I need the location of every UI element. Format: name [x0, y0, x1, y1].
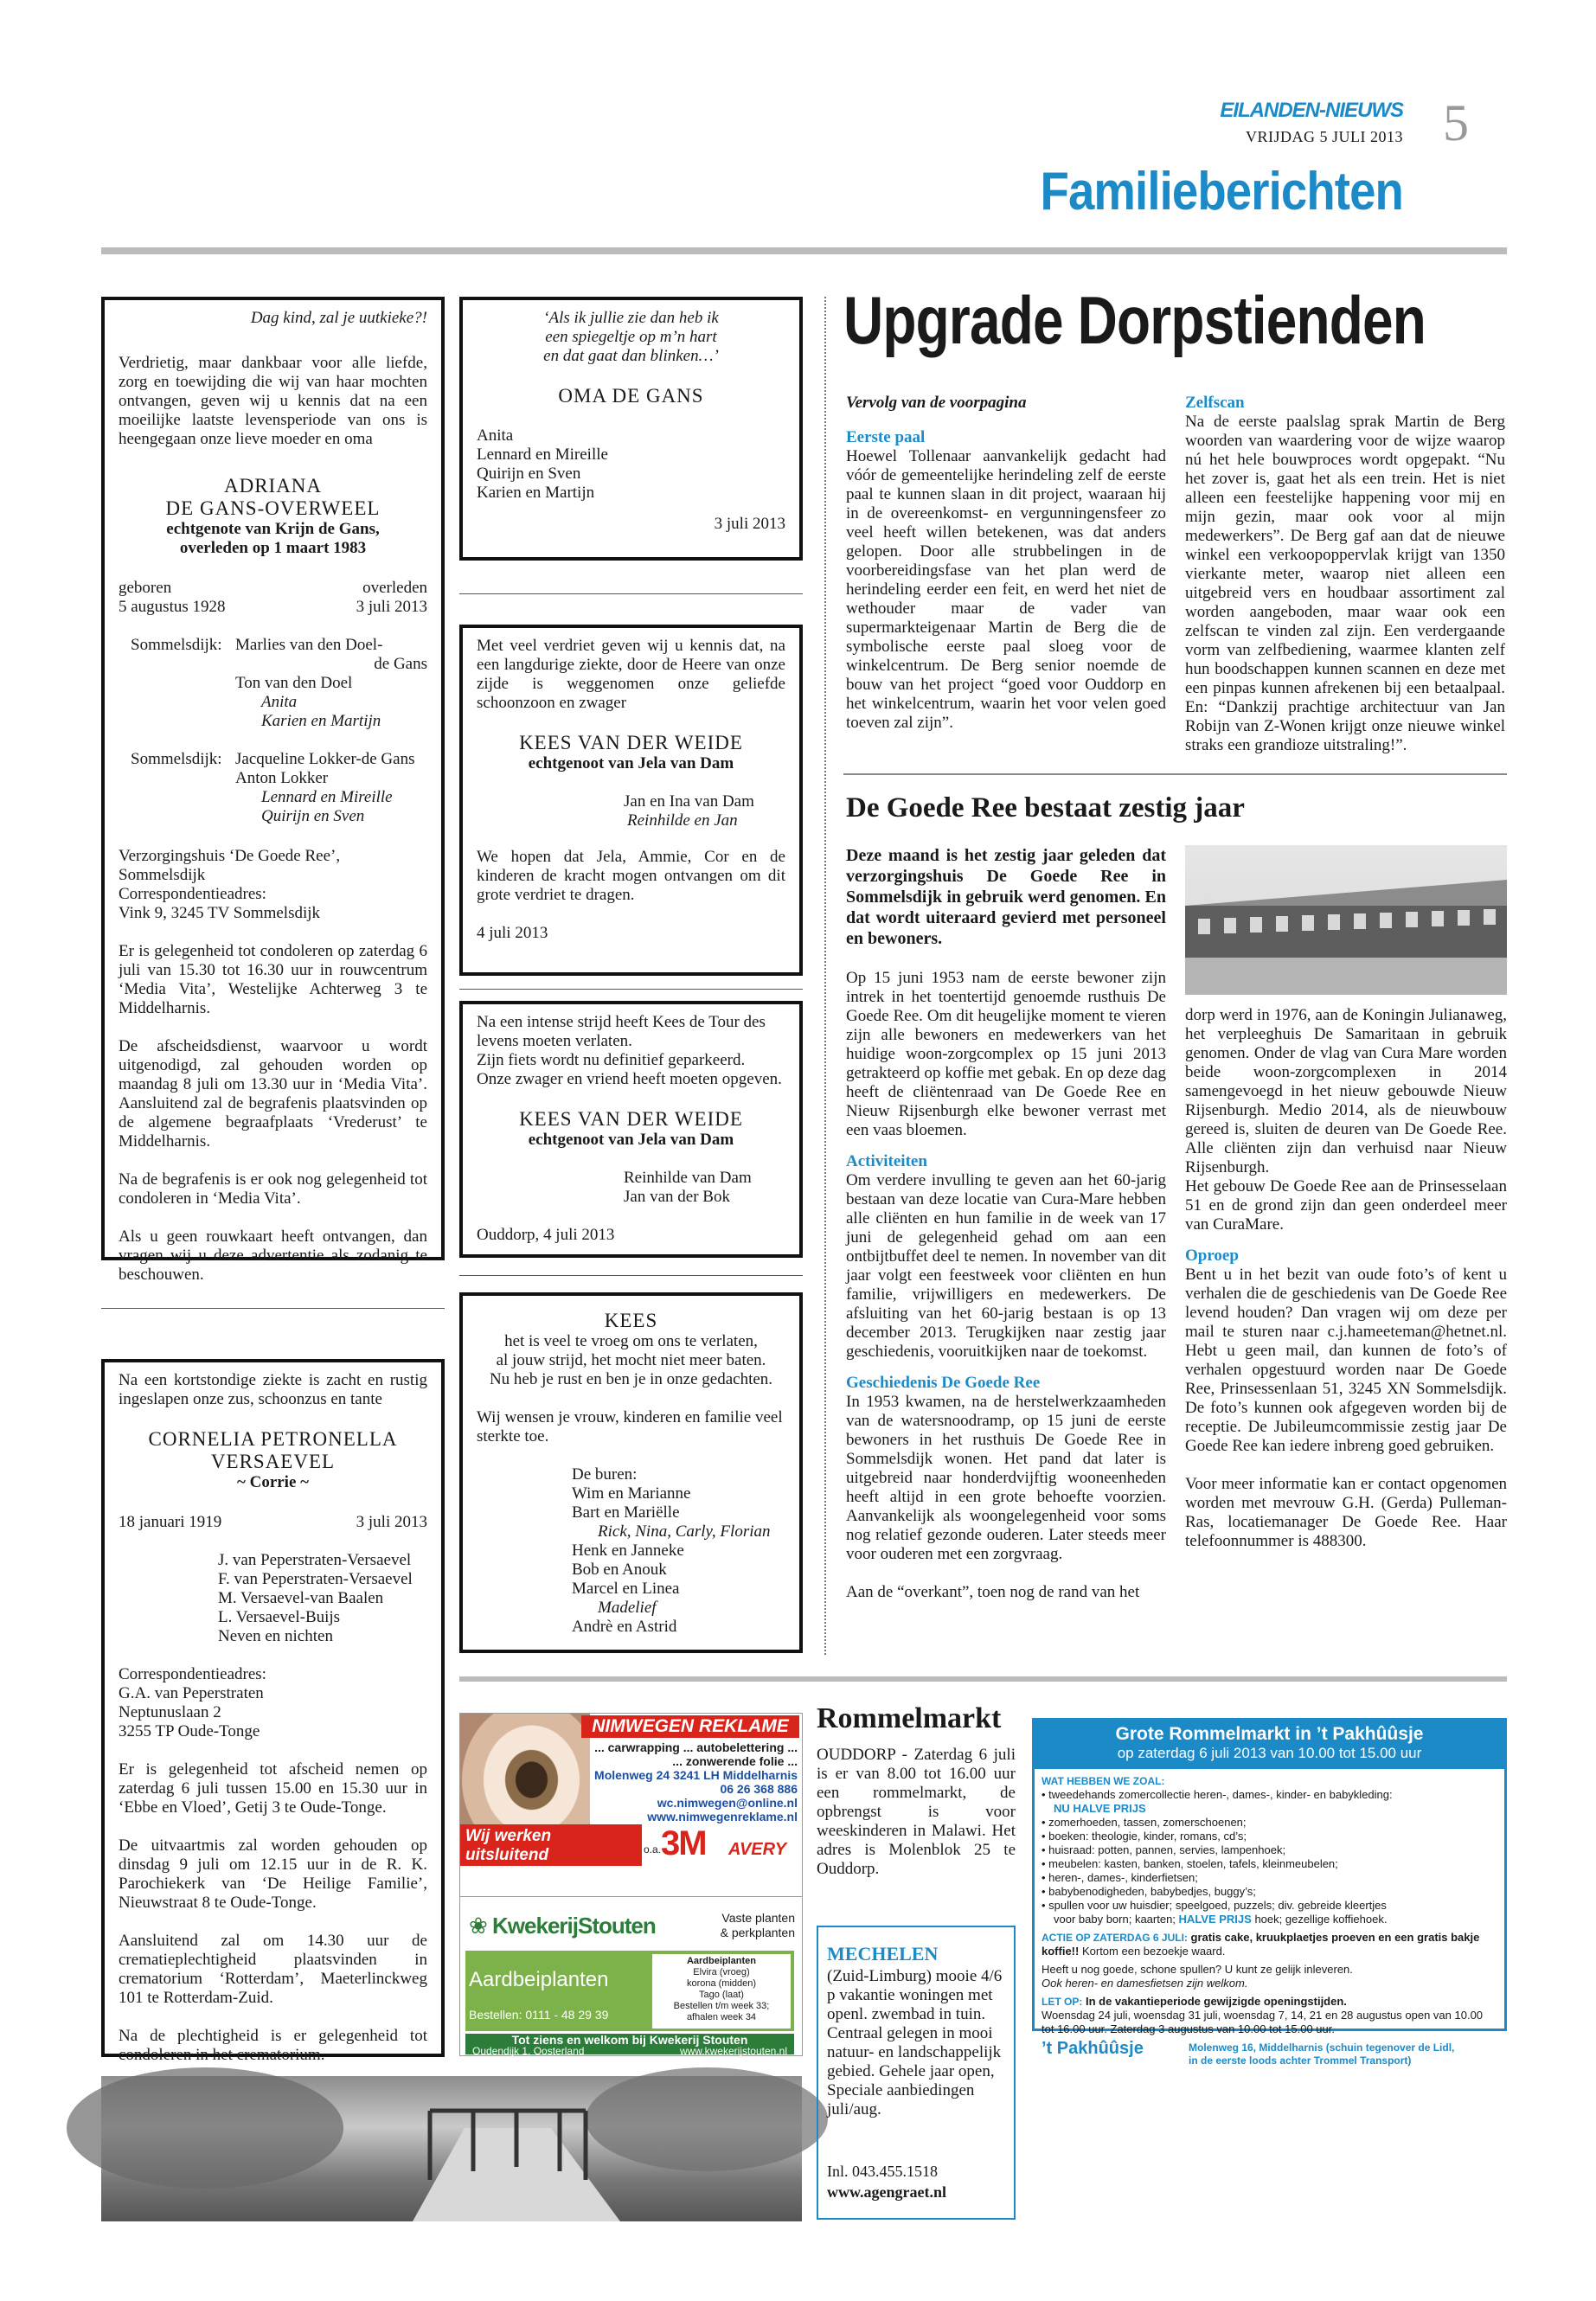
list-item: • meubelen: kasten, banken, stoelen, tafels, kleinmeubelen;	[1042, 1857, 1338, 1870]
obituary-kees-3	[459, 1292, 803, 1653]
paragraph: Wij wensen je vrouw, kinderen en familie veel sterkte toe.	[477, 1408, 783, 1445]
ads-rule	[459, 1676, 1507, 1682]
article-goede-col1	[846, 969, 1166, 1602]
date: 3 juli 2013	[714, 515, 785, 533]
subheading: Eerste paal	[846, 428, 926, 446]
article-text: Om verdere invulling te geven aan het 60-jarig bestaan van deze locatie van Cura-Mare hebben alle cliënten en hun familie in de week van 17 juni de gelegenheid gehad om aan een ontbijtbuffet deel te nemen. In november van dit jaar volgt een feestweek voor cliënten en hun familie, vrijwilligers en medewerkers. De afsluiting van het 60-jarig bestaan is op 13 december 2013. Terugkijken naar zestig jaar geschiedenis, vooruitkijken naar de toekomst.	[846, 1171, 1166, 1361]
ad-text: (Zuid-Limburg) mooie 4/6 p vakantie woningen met openl. zwembad in tuin. Centraal gelegen in mooi natuur- en landschappelijk gebied. Gehele jaar open, Speciale aanbiedingen juli/aug.	[827, 1967, 1003, 2118]
ad-slogan: met topmerken !	[490, 1865, 618, 1883]
paragraph: Als u geen rouwkaart heeft ontvangen, dan vragen wij u deze advertentie als zodanig te beschouwen.	[119, 1227, 427, 1284]
action-label: ACTIE OP ZATERDAG 6 JULI:	[1042, 1932, 1188, 1944]
address-line: Correspondentieadres:	[119, 885, 266, 903]
list-item: voor baby born; kaarten; HALVE PRIJS hoek; gezellige koffiehoek.	[1054, 1913, 1388, 1926]
article-text: Aan de “overkant”, toen nog de rand van het	[846, 1583, 1140, 1601]
family-member: Ton van den Doel	[235, 674, 353, 692]
neighbour: Rick, Nina, Carly, Florian	[598, 1522, 771, 1541]
ad-nimwegen	[459, 1713, 803, 1907]
ad-phone: Bestellen: 0111 - 48 29 39	[469, 2008, 609, 2022]
address-line: Neptunuslaan 2	[119, 1703, 221, 1721]
neighbour: Bart en Mariëlle	[572, 1503, 680, 1522]
list-item: • spullen voor uw huisdier; speelgoed, puzzels; div. gebreide kleertjes	[1042, 1899, 1387, 1912]
family-member: Quirijn en Sven	[477, 465, 581, 483]
text-line: Zijn fiets wordt nu definitief geparkeerd.	[477, 1051, 746, 1069]
list-item: • zomerhoeden, tassen, zomerschoenen;	[1042, 1816, 1247, 1829]
notice-label: LET OP:	[1042, 1996, 1083, 2008]
spouse-died: overleden op 1 maart 1983	[179, 539, 367, 557]
ad-line: Aardbeiplanten	[686, 1956, 757, 1966]
address-line: Verzorgingshuis ‘De Goede Ree’, Sommelsdijk	[119, 847, 341, 884]
text-line: het is veel te vroeg om ons te verlaten,	[504, 1332, 758, 1350]
obituary-kees-2	[459, 1001, 803, 1258]
header-rule	[101, 247, 1507, 254]
article-text: Het gebouw De Goede Ree aan de Prinsesselaan 51 en de grond zijn dan geen onderdeel meer van CuraMare.	[1185, 1177, 1507, 1234]
ad-phone: Inl. 043.455.1518	[827, 2163, 938, 2180]
ad-line: ... carwrapping ... autobelettering ...	[594, 1740, 798, 1754]
family-member: Marlies van den Doel-	[235, 636, 383, 654]
deceased-name: OMA DE GANS	[558, 385, 704, 407]
ad-address: in de eerste loods achter Trommel Transport)	[1189, 2054, 1412, 2067]
ad-line: wc.nimwegen@online.nl	[657, 1796, 798, 1810]
died-date: 3 juli 2013	[356, 1513, 427, 1531]
paragraph: Er is gelegenheid tot afscheid nemen op zaterdag 6 juli tussen 15.00 en 15.30 uur in ‘Ebbe en Vloed’, Getij 3 te Oude-Tonge.	[119, 1760, 427, 1817]
ad-text: Heeft u nog goede, schone spullen? U kunt ze gelijk inleveren.	[1042, 1963, 1353, 1976]
quote-line: ‘Als ik jullie zie dan heb ik	[543, 309, 719, 327]
family-member: Anita	[477, 426, 514, 445]
intro-text: Na een kortstondige ziekte is zacht en rustig ingeslapen onze zus, schoonzus en tante	[119, 1371, 427, 1408]
born-date: 5 augustus 1928	[119, 598, 226, 616]
ad-text: o.a.	[644, 1843, 662, 1856]
deceased-name: KEES VAN DER WEIDE	[519, 1108, 743, 1130]
family-member: Anita	[261, 693, 298, 711]
notice-text: In de vakantieperiode gewijzigde openingstijden.	[1085, 1995, 1347, 2008]
neighbours-heading: De buren:	[572, 1465, 638, 1484]
article-text: Hoewel Tollenaar aanvankelijk gedacht had vóór de gemeentelijke herindeling zelf de eerste paal te kunnen slaan in dit project, waaraan hij in de overeenkomst- en vergunningensfeer zo veel heeft willen betekenen, was dat anders gelopen. Door alle strubbelingen in de voorbereidingsfase van het plan werd de herindeling eerder een feit, en werd het niet de wethouder maar de vader van supermarkteigenaar Martin de Berg die de symbolische eerste paal sloeg voor de winkelcentrum. De Berg senior noemde de bouw van het project “goed voor Ouddorp en het winkelcentrum, waarin het voor velen goed toeven zal zijn”.	[846, 447, 1166, 732]
section-title: Familieberichten	[1040, 162, 1403, 221]
divider	[459, 1275, 803, 1276]
ad-address: Molenweg 16, Middelharnis (schuin tegenover de Lidl,	[1189, 2041, 1455, 2054]
masthead-logo: EILANDEN-NIEUWS	[1220, 99, 1403, 122]
page-number: 5	[1443, 94, 1469, 151]
subheading: Activiteiten	[846, 1152, 927, 1170]
family-member: Jacqueline Lokker-de Gans	[235, 750, 415, 768]
died-label: overleden	[362, 579, 427, 597]
spouse-line: echtgenoot van Jela van Dam	[528, 754, 734, 772]
quote-line: een spiegeltje op m’n hart	[545, 328, 717, 346]
list-item: • heren-, dames-, kinderfietsen;	[1042, 1871, 1198, 1884]
ad-text: Ook heren- en damesfietsen zijn welkom.	[1042, 1977, 1248, 1990]
born-date: 18 januari 1919	[119, 1513, 222, 1531]
nickname: ~ Corrie ~	[236, 1473, 310, 1491]
family-member: Anton Lokker	[235, 769, 329, 787]
ad-line: Molenweg 24 3241 LH Middelharnis	[594, 1768, 798, 1782]
leaf-icon: ❀	[469, 1913, 487, 1939]
ad-heading: Aardbeiplanten	[469, 1968, 609, 1991]
paragraph: De uitvaartmis zal worden gehouden op dinsdag 9 juli om 12.15 uur in de R. K. Parochiekerk van ‘De Heilige Familie’, Nieuwstraat 8 te Oude-Tonge.	[119, 1836, 427, 1912]
quote-line: en dat gaat dan blinken…’	[543, 347, 719, 365]
obituary-kees-1	[459, 625, 803, 976]
ad-line: & perkplanten	[720, 1926, 795, 1939]
neighbour: Henk en Janneke	[572, 1541, 684, 1560]
deceased-surname: VERSAEVEL	[210, 1451, 336, 1472]
family-member: Karien en Martijn	[261, 712, 381, 730]
ad-subheading: op zaterdag 6 juli 2013 van 10.00 tot 15.00 uur	[1117, 1745, 1422, 1761]
family-member: Karien en Martijn	[477, 484, 595, 502]
divider	[459, 593, 803, 594]
family-member: Quirijn en Sven	[261, 807, 365, 825]
family-member: Neven en nichten	[218, 1627, 333, 1645]
ad-line: korona (midden)	[686, 1978, 757, 1989]
divider	[101, 1308, 445, 1309]
date: 4 juli 2013	[477, 924, 548, 942]
family-member: Lennard en Mireille	[261, 788, 393, 806]
bridge-photo	[101, 2076, 802, 2221]
subheading: Oproep	[1185, 1247, 1239, 1265]
article-upgrade-col2	[1185, 394, 1505, 755]
neighbour: Wim en Marianne	[572, 1484, 691, 1503]
born-label: geboren	[119, 579, 172, 597]
neighbour: Andrè en Astrid	[572, 1618, 677, 1636]
list-item: • boeken: theologie, kinder, romans, cd’s;	[1042, 1830, 1247, 1843]
text-line: Na een intense strijd heeft Kees de Tour des levens moeten verlaten.	[477, 1013, 766, 1050]
article-title-upgrade: Upgrade Dorpstienden	[843, 282, 1426, 358]
rommelmarkt-text: OUDDORP - Zaterdag 6 juli is er van 8.00 tot 16.00 uur een rommelmarkt, de opbrengst is voor weeskinderen in Malawi. Het adres is Molenblok 25 te Ouddorp.	[817, 1746, 1016, 1878]
deceased-name: CORNELIA PETRONELLA	[148, 1428, 398, 1450]
intro-text: Verdrietig, maar dankbaar voor alle liefde, zorg en toewijding die wij van haar mochten ontvangen, geven wij u kennis dat na een moeilijke laatste levensperiode van ons is heengegaan onze lieve moeder en oma	[119, 354, 427, 448]
divider	[459, 989, 803, 990]
paragraph: We hopen dat Jela, Ammie, Cor en de kinderen de kracht mogen ontvangen om dit grote verdriet te dragen.	[477, 848, 785, 904]
family-member: L. Versaevel-Buijs	[218, 1608, 341, 1626]
article-goede-lead: Deze maand is het zestig jaar geleden dat verzorgingshuis De Goede Ree in Sommelsdijk in gebruik werd genomen. En dat wordt uiteraard gevierd met personeel en bewoners.	[846, 846, 1166, 948]
article-upgrade-col1	[846, 394, 1166, 733]
died-date: 3 juli 2013	[356, 598, 427, 616]
paragraph: Aansluitend zal om 14.30 uur de crematieplechtigheid plaatsvinden in crematorium ‘Rotterdam’, Maeterlinckweg 101 te Rotterdam-Zuid.	[119, 1932, 427, 2007]
article-text: In 1953 kwamen, na de herstelwerkzaamheden van de watersnoodramp, op 15 juni de eerste bewoners in het rusthuis De Goede Ree in Sommelsdijk wonen. Het pand dat later is uitgebreid naar honderdvijftig wooneenheden heeft altijd in een grote behoefte voorzien. Aanvankelijk als woongelegenheid voor soms nog relatief gezonde ouderen. Later steeds meer voor ouderen met een zorgvraag.	[846, 1393, 1166, 1563]
subheading: Zelfscan	[1185, 394, 1245, 412]
article-title-goede-ree: De Goede Ree bestaat zestig jaar	[846, 792, 1245, 824]
ad-mechelen	[817, 1926, 1016, 2220]
list-item: NU HALVE PRIJS	[1054, 1802, 1146, 1815]
neighbour: Marcel en Linea	[572, 1580, 680, 1598]
ad-line: afhalen week 34	[686, 2012, 757, 2022]
family-member: M. Versaevel-van Baalen	[218, 1589, 384, 1607]
ad-brand: NIMWEGEN REKLAME	[581, 1715, 799, 1738]
ad-line: Elvira (vroeg)	[693, 1967, 750, 1977]
paragraph: Na de plechtigheid is er gelegenheid tot condoleren in het crematorium.	[119, 2027, 427, 2064]
article-text: Bent u in het bezit van oude foto’s of kent u verhalen die de geschiedenis van De Goede Ree levend houden? Dan vragen wij om deze per mail te sturen naar c.j.hameeteman@hetnet.nl. Hebt u geen mail, dan kunnen de foto’s of verhalen opgestuurd worden naar De Goede Ree, Prinsessenlaan 51, 3245 XN Sommelsdijk. De foto’s kunnen ook afgegeven worden bij de receptie. De Jubileumcommissie zestig jaar De Goede Ree kan iedere inbreng goed gebruiken.	[1185, 1266, 1507, 1455]
goede-ree-photo	[1185, 845, 1507, 995]
article-text: Na de eerste paalslag sprak Martin de Berg woorden van waardering voor de wijze waarop nú het hele bouwproces wordt opgepakt. “Nu het zover is, gaat het als een trein. Het is niet alleen een feestelijke happening voor mij en mijn gezin, maar ook voor al mijn medewerkers”. De Berg gaf aan dat de nieuwe winkel een verkoopoppervlak krijgt van 1350 vierkante meter, waarop niet alleen een uitgebreid vers en houdbaar assortiment zal worden aangeboden, maar waar ook een zelfscan te vinden zal zijn. Een verdergaande vorm van zelfbediening, waarmee klanten zelf hun boodschappen kunnen scannen en deze met een pinpas kunnen afrekenen bij een betaalpaal. En: “Dankzij prachtige architectuur van Jan Robijn van Z-Wonen krijgt onze nieuwe winkel straks een grandioze uitstraling!”.	[1185, 413, 1505, 754]
family-member: Jan en Ina van Dam	[624, 792, 754, 811]
ad-line: ... zonwerende folie ...	[672, 1754, 798, 1768]
action-text: gratis cake, kruukplaetjes proeven en een gratis bakje koffie!!	[1042, 1931, 1480, 1958]
ad-brand: ’t Pakhûûsje	[1042, 2039, 1144, 2058]
family-member: J. van Peperstraten-Versaevel	[218, 1551, 412, 1569]
address-line: 3255 TP Oude-Tonge	[119, 1722, 260, 1740]
ad-line: 06 26 368 886	[720, 1782, 798, 1796]
avery-logo: AVERY	[728, 1840, 787, 1859]
family-member: Lennard en Mireille	[477, 445, 608, 464]
intro-text: Met veel verdriet geven wij u kennis dat, na een langdurige ziekte, door de Heere van onze zijde is weggenomen onze geliefde schoonzoon en zwager	[477, 637, 785, 712]
neighbour: Bob en Anouk	[572, 1561, 667, 1579]
neighbour: Madelief	[598, 1599, 657, 1617]
family-member: Reinhilde en Jan	[627, 811, 738, 830]
paragraph: Er is gelegenheid tot condoleren op zaterdag 6 juli van 15.30 tot 16.30 uur in rouwcentrum ‘Media Vita’, Westelijke Achterweg 3 te Middelharnis.	[119, 942, 427, 1017]
paragraph: Na de begrafenis is er ook nog gelegenheid tot condoleren in ‘Media Vita’.	[119, 1170, 427, 1208]
text-line: Onze zwager en vriend heeft moeten opgeven.	[477, 1070, 782, 1088]
obituary-oma	[459, 297, 803, 561]
deceased-name: KEES	[604, 1310, 658, 1331]
ad-pakhuusje	[1032, 1718, 1507, 2067]
quote: Dag kind, zal je uutkieke?!	[250, 309, 427, 327]
address-line: G.A. van Peperstraten	[119, 1684, 264, 1702]
family-member: de Gans	[374, 655, 427, 673]
address-line: Vink 9, 3245 TV Sommelsdijk	[119, 904, 321, 922]
deceased-surname: DE GANS-OVERWEEL	[165, 497, 381, 519]
ad-link[interactable]: www.agengraet.nl	[827, 2183, 946, 2201]
3m-logo: 3M	[661, 1824, 706, 1862]
notice-text: Woensdag 24 juli, woensdag 31 juli, woensdag 7, 14, 21 en 28 augustus open van 10.00 tot 16.00 uur. Zaterdag 3 augustus van 10.00 tot 15.00 uur.	[1042, 2009, 1484, 2035]
ad-line: Tot ziens en welkom bij Kwekerij Stouten	[511, 2033, 748, 2047]
spouse-line: echtgenote van Krijn de Gans,	[166, 520, 380, 538]
ad-heading: MECHELEN	[827, 1943, 939, 1965]
deceased-name: KEES VAN DER WEIDE	[519, 732, 743, 753]
article-text: Voor meer informatie kan er contact opgenomen worden met mevrouw G.H. (Gerda) Pulleman-Ras, locatiemanager De Goede Ree. Haar telefoonnummer is 488300.	[1185, 1475, 1507, 1550]
subheading: Geschiedenis De Goede Ree	[846, 1374, 1041, 1392]
ad-kwekerij	[459, 1896, 803, 2056]
list-heading: WAT HEBBEN WE ZOAL:	[1042, 1775, 1165, 1787]
article-goede-col2	[1185, 1006, 1507, 1551]
obituary-adriana	[101, 297, 445, 1284]
date: Ouddorp, 4 juli 2013	[477, 1226, 615, 1244]
deceased-name: ADRIANA	[223, 475, 323, 497]
article-divider	[843, 773, 1507, 775]
address-line: Correspondentieadres:	[119, 1665, 266, 1683]
ad-line: www.nimwegenreklame.nl	[647, 1810, 798, 1823]
ad-line: Oudendijk 1, Oosterland	[472, 2045, 585, 2057]
family-member: F. van Peperstraten-Versaevel	[218, 1570, 413, 1588]
ad-line: Vaste planten	[721, 1911, 795, 1925]
column-divider	[824, 297, 826, 1655]
article-lead: Vervolg van de voorpagina	[846, 394, 1027, 412]
ad-brand: KwekerijStouten	[492, 1913, 656, 1939]
ad-heading: Grote Rommelmarkt in ’t Pakhûûsje	[1115, 1724, 1424, 1744]
list-item: • tweedehands zomercollectie heren-, dames-, kinder- en babykleding:	[1042, 1788, 1393, 1801]
list-item: • huisraad: potten, pannen, servies, lampenhoek;	[1042, 1843, 1286, 1856]
ad-line: Tago (laat)	[699, 1990, 744, 2000]
text-line: al jouw strijd, het mocht niet meer baten.	[496, 1351, 766, 1369]
masthead-date: VRIJDAG 5 JULI 2013	[1246, 128, 1403, 145]
list-item: • babybenodigheden, babybedjes, buggy’s;	[1042, 1885, 1256, 1898]
text-line: Nu heb je rust en ben je in onze gedachten.	[489, 1370, 773, 1388]
article-text: dorp werd in 1976, aan de Koningin Julianaweg, het verpleeghuis De Samaritaan in gebruik genomen. Onder de vlag van Cura Mare worden beide woon-zorgcomplexen in 2014 samengevoegd in het nieuw gebouwde Nieuw Rijsenburgh. Medio 2014, als de nieuwbouw gereed is, sluiten de deuren van De Goede Ree. Alle cliënten zijn dan verhuisd naar Nieuw Rijsenburgh.	[1185, 1006, 1507, 1176]
action-text: Kortom een bezoekje waard.	[1081, 1945, 1226, 1958]
family-member: Reinhilde van Dam	[624, 1169, 752, 1187]
ad-line: www.kwekerijstouten.nl	[679, 2045, 787, 2057]
family-location: Sommelsdijk:	[131, 750, 222, 768]
ad-line: Bestellen t/m week 33;	[673, 2001, 770, 2011]
article-text: Op 15 juni 1953 nam de eerste bewoner zijn intrek in het toentertijd genoemde rusthuis De Goede Ree. Om dit heugelijke moment te vieren zijn alle bewoners en medewerkers van het huidige woon-zorgcomplex op 15 juni 2013 getrakteerd op koffie met gebak. En op deze dag heeft de cliëntenraad van De Goede Ree en Nieuw Rijsenburgh elke bewoner verrast met een vaas bloemen.	[846, 969, 1166, 1139]
paragraph: De afscheidsdienst, waarvoor u wordt uitgenodigd, zal gehouden worden op maandag 8 juli om 13.30 uur in ‘Media Vita’. Aansluitend zal de begrafenis plaatsvinden op de algemene begraafplaats ‘Vrederust’ te Middelharnis.	[119, 1037, 427, 1150]
rommelmarkt-title: Rommelmarkt	[817, 1702, 1002, 1734]
family-member: Jan van der Bok	[624, 1188, 730, 1206]
ad-slogan: Wij werken uitsluitend	[465, 1827, 552, 1864]
family-location: Sommelsdijk:	[131, 636, 222, 654]
obituary-cornelia	[101, 1359, 445, 2064]
spouse-line: echtgenoot van Jela van Dam	[528, 1131, 734, 1149]
